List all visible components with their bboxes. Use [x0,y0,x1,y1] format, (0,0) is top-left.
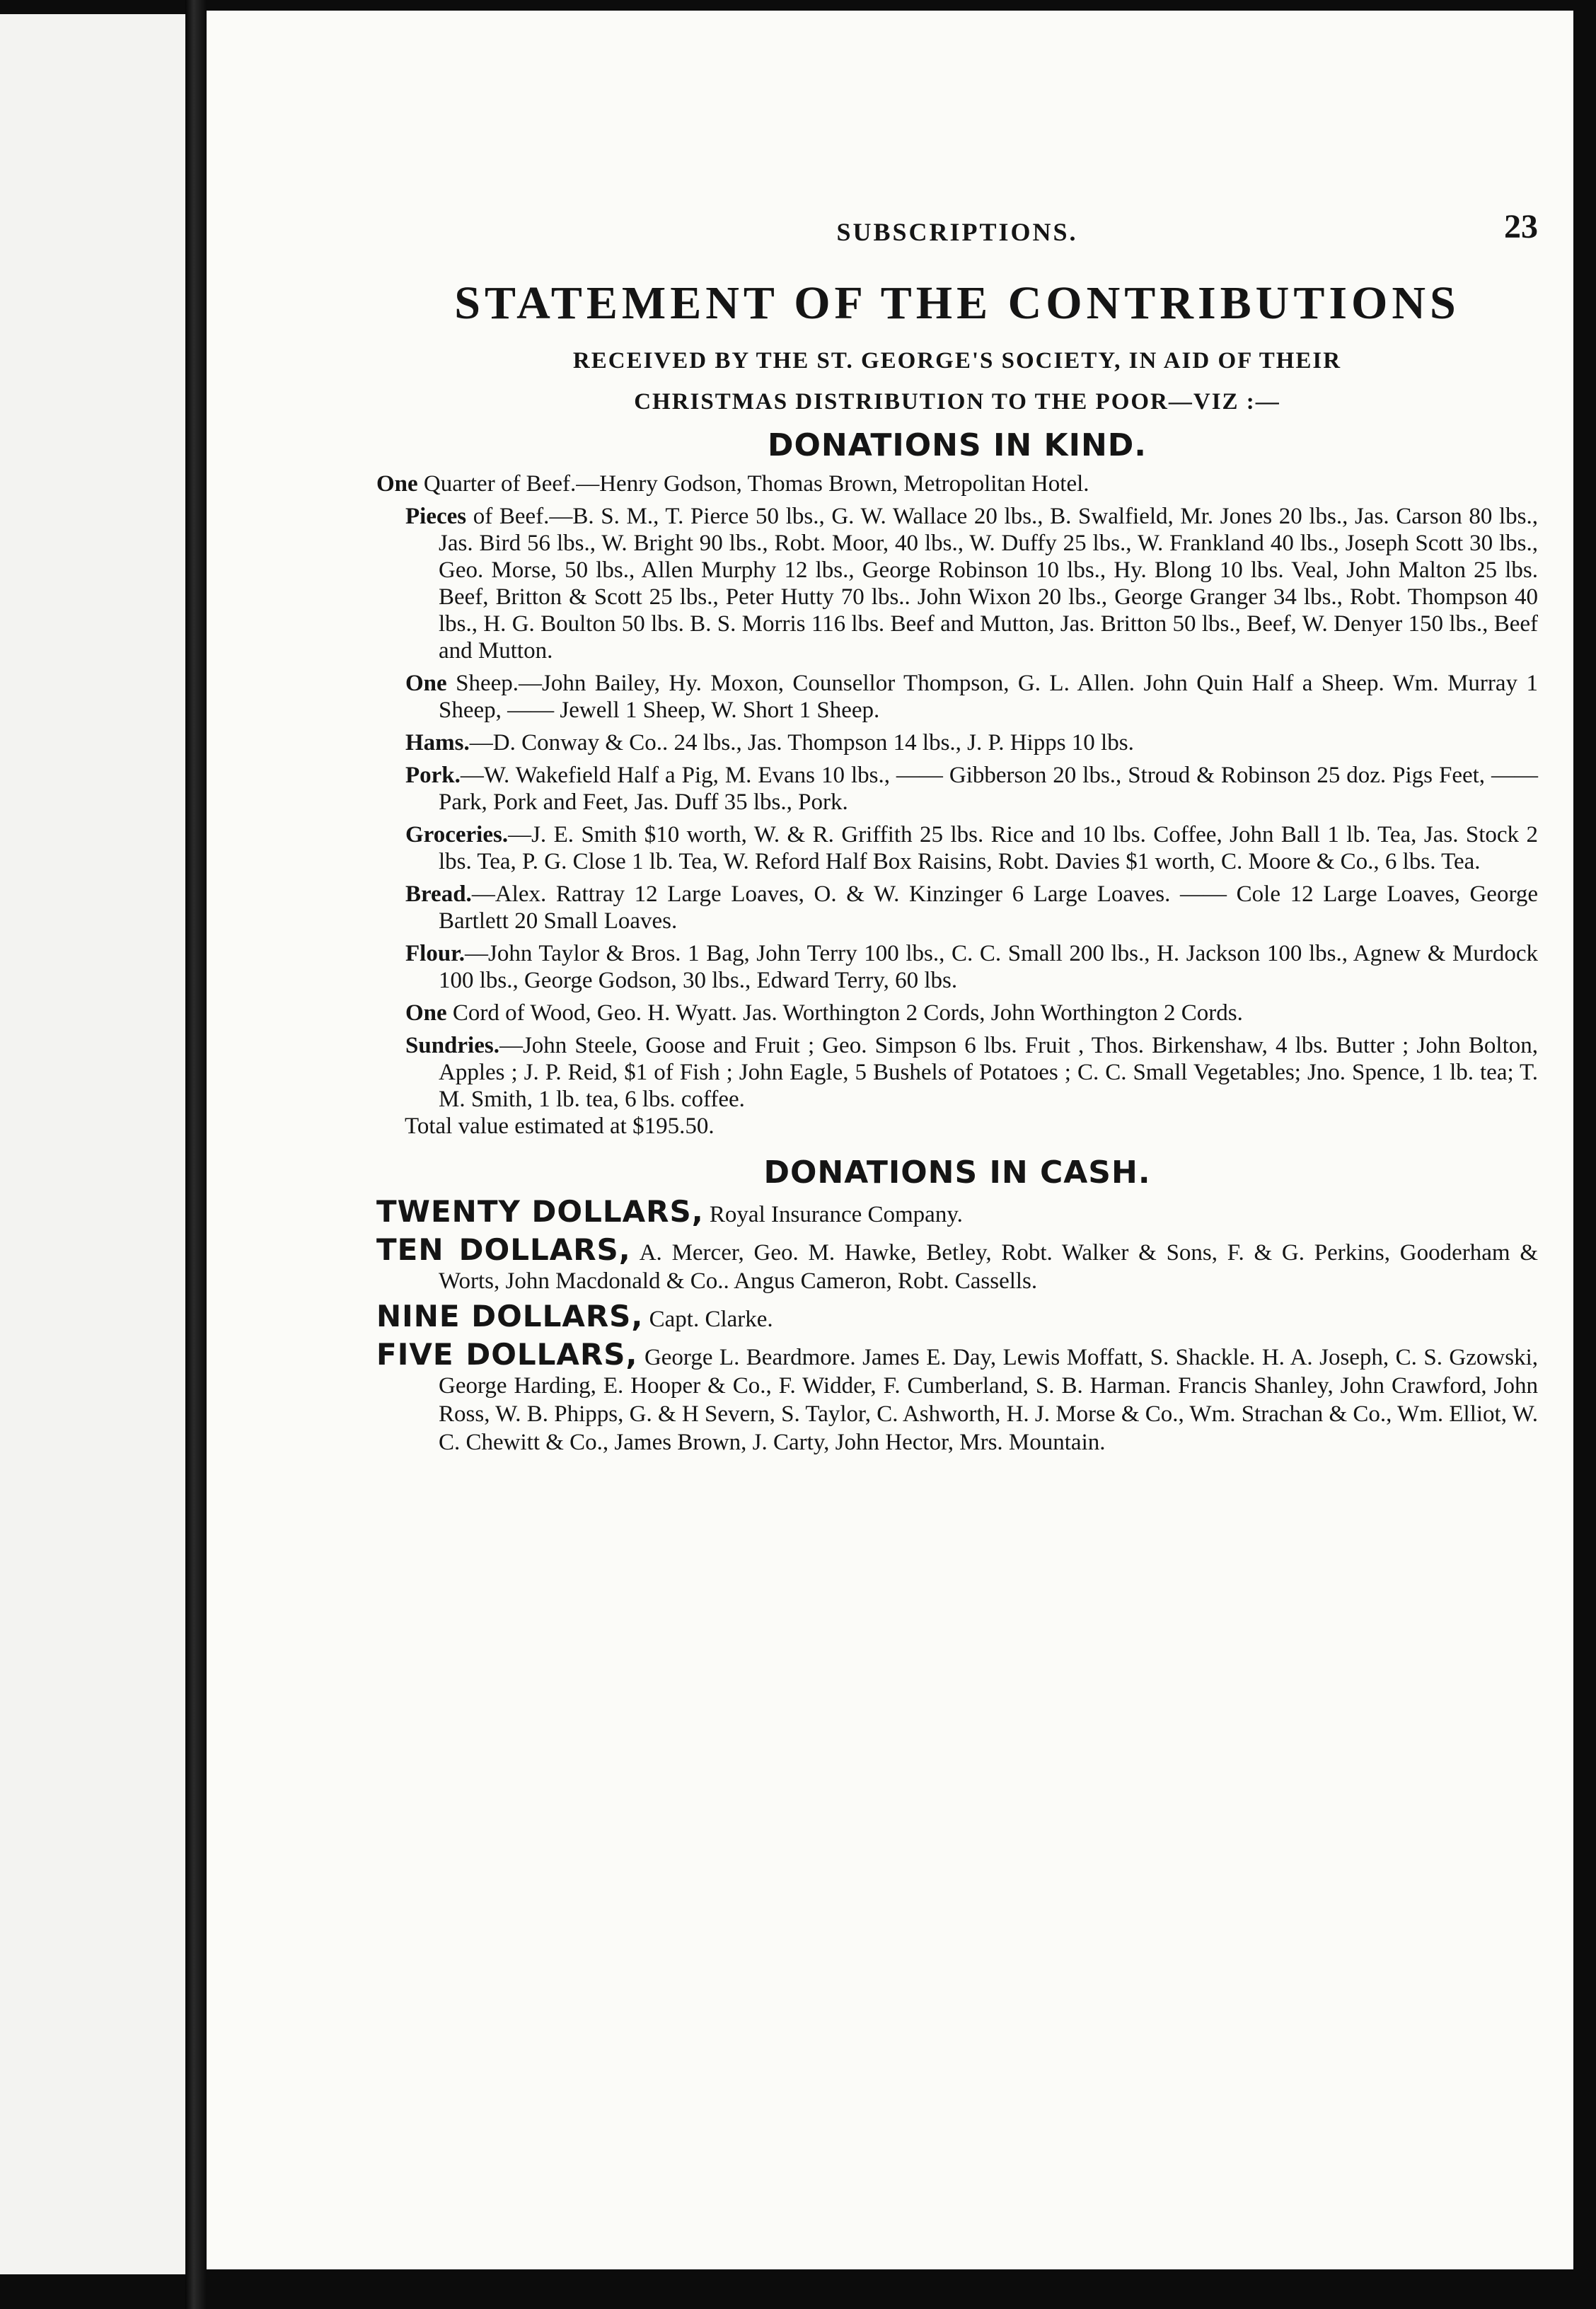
cash-amount: TWENTY DOLLARS, [376,1194,704,1229]
cash-amount: NINE DOLLARS, [376,1299,644,1333]
entry-lead: One [405,671,447,696]
entry-quarter-beef [376,470,1538,497]
cash-names: Capt. Clarke. [643,1307,773,1332]
cash-names: A. Mercer, Geo. M. Hawke, Betley, Robt. Walker & Sons, F. & G. Perkins, Gooderham & Worts, John Macdonald & Co.. Angus Cameron, Robt. Cassells. [439,1240,1539,1294]
entry-lead: Bread. [405,881,472,907]
entry-text: —J. E. Smith $10 worth, W. & R. Griffith 25 lbs. Rice and 10 lbs. Coffee, John Ball 1 lb. Tea, Jas. Stock 2 lbs. Tea, P. G. Close 1 lb. Tea, W. Reford Half Box Raisins, Robt. Davies $1 worth, C. Moore & Co., 6 lbs. Tea. [439,822,1538,874]
entry-text: Sheep.—John Bailey, Hy. Moxon, Counsellor Thompson, G. L. Allen. John Quin Half a Sheep. Wm. Murray 1 Sheep, —— Jewell 1 Sheep, W. Short 1 Sheep. [439,671,1538,723]
facing-page-edge [0,14,188,2274]
entry-lead: Pork. [405,763,461,788]
entry-text: —D. Conway & Co.. 24 lbs., Jas. Thompson 14 lbs., J. P. Hipps 10 lbs. [469,730,1134,756]
text-block [376,207,1538,1464]
cash-names: George L. Beardmore. James E. Day, Lewis Moffatt, S. Shackle. H. A. Joseph, C. S. Gzowski, George Harding, E. Hooper & Co., F. Widder, F. Cumberland, S. B. Harman. Francis Shanley, John Crawford, John Ross, W. B. Phipps, G. & H Severn, S. Taylor, C. Ashworth, H. J. Morse & Co., Wm. Strachan & Co., Wm. Elliot, W. C. Chewitt & Co., James Brown, J. Carty, John Hector, Mrs. Mountain. [439,1345,1538,1455]
page-number: 23 [1504,208,1538,245]
subtitle-line-2: CHRISTMAS DISTRIBUTION TO THE POOR—VIZ :— [634,389,1280,415]
running-header [376,207,1538,261]
entry-groceries [376,821,1538,875]
entry-lead: Pieces [405,504,467,529]
cash-amount: FIVE DOLLARS, [376,1337,638,1372]
entry-flour [376,940,1538,994]
entry-lead: One [376,471,418,497]
section-heading-cash: DONATIONS IN CASH. [763,1154,1151,1191]
cash-names: Royal Insurance Company. [703,1202,963,1227]
book-gutter [185,0,207,2309]
cash-entry-nine [376,1299,1538,1333]
entry-pieces-beef [376,503,1538,664]
book-page [207,11,1573,2269]
entry-lead: Flour. [405,941,466,966]
cash-amount: TEN DOLLARS, [376,1232,631,1267]
subtitle-line-1: RECEIVED BY THE ST. GEORGE'S SOCIETY, IN AID OF THEIR [572,348,1342,374]
entry-lead: Groceries. [405,822,509,847]
entry-pork [376,762,1538,816]
entry-sheep [376,670,1538,724]
entry-bread [376,881,1538,934]
entry-lead: One [405,1000,447,1026]
entry-text: Quarter of Beef.—Henry Godson, Thomas Brown, Metropolitan Hotel. [417,471,1089,497]
total-value: Total value estimated at $195.50. [405,1113,715,1139]
section-heading-kind: DONATIONS IN KIND. [767,427,1147,463]
entry-text: Cord of Wood, Geo. H. Wyatt. Jas. Worthington 2 Cords, John Worthington 2 Cords. [446,1000,1243,1026]
entry-text: —John Steele, Goose and Fruit ; Geo. Simpson 6 lbs. Fruit , Thos. Birkenshaw, 4 lbs. Butter ; John Bolton, Apples ; J. P. Reid, $1 of Fish ; John Eagle, 5 Bushels of Potatoes ; C. C. Small Vegetables; Jno. Spence, 1 lb. tea; T. M. Smith, 1 lb. tea, 6 lbs. coffee. [439,1033,1538,1112]
cash-entry-ten [376,1232,1539,1295]
running-title: SUBSCRIPTIONS. [836,218,1078,246]
entry-hams [376,729,1538,756]
entry-text: of Beef.—B. S. M., T. Pierce 50 lbs., G. W. Wallace 20 lbs., B. Swalfield, Mr. Jones 20 lbs., Jas. Carson 80 lbs., Jas. Bird 56 lbs., W. Bright 90 lbs., Robt. Moor, 40 lbs., W. Duffy 25 lbs., W. Frankland 40 lbs., Joseph Scott 30 lbs., Geo. Morse, 50 lbs., Allen Murphy 12 lbs., George Robinson 10 lbs., Hy. Blong 10 lbs. Veal, John Malton 25 lbs. Beef, Britton & Scott 25 lbs., Peter Hutty 70 lbs.. John Wixon 20 lbs., George Granger 34 lbs., Robt. Thompson 40 lbs., H. G. Boulton 50 lbs. B. S. Morris 116 lbs. Beef and Mutton, Jas. Britton 50 lbs., Beef, W. Denyer 150 lbs., Beef and Mutton. [439,504,1538,664]
entry-text: —Alex. Rattray 12 Large Loaves, O. & W. Kinzinger 6 Large Loaves. —— Cole 12 Large Loaves, George Bartlett 20 Small Loaves. [439,881,1538,934]
entry-lead: Hams. [405,730,470,756]
entry-sundries [376,1032,1538,1113]
entry-lead: Sundries. [405,1033,499,1058]
cash-entry-twenty [376,1194,1538,1229]
entry-text: —John Taylor & Bros. 1 Bag, John Terry 100 lbs., C. C. Small 200 lbs., H. Jackson 100 lbs., Agnew & Murdock 100 lbs., George Godson, 30 lbs., Edward Terry, 60 lbs. [439,941,1538,993]
entry-wood [376,1000,1538,1026]
cash-entry-five [376,1337,1538,1457]
page-title: STATEMENT OF THE CONTRIBUTIONS [454,277,1460,329]
entry-text: —W. Wakefield Half a Pig, M. Evans 10 lbs., —— Gibberson 20 lbs., Stroud & Robinson 25 doz. Pigs Feet, —— Park, Pork and Feet, Jas. Duff 35 lbs., Pork. [439,763,1538,815]
